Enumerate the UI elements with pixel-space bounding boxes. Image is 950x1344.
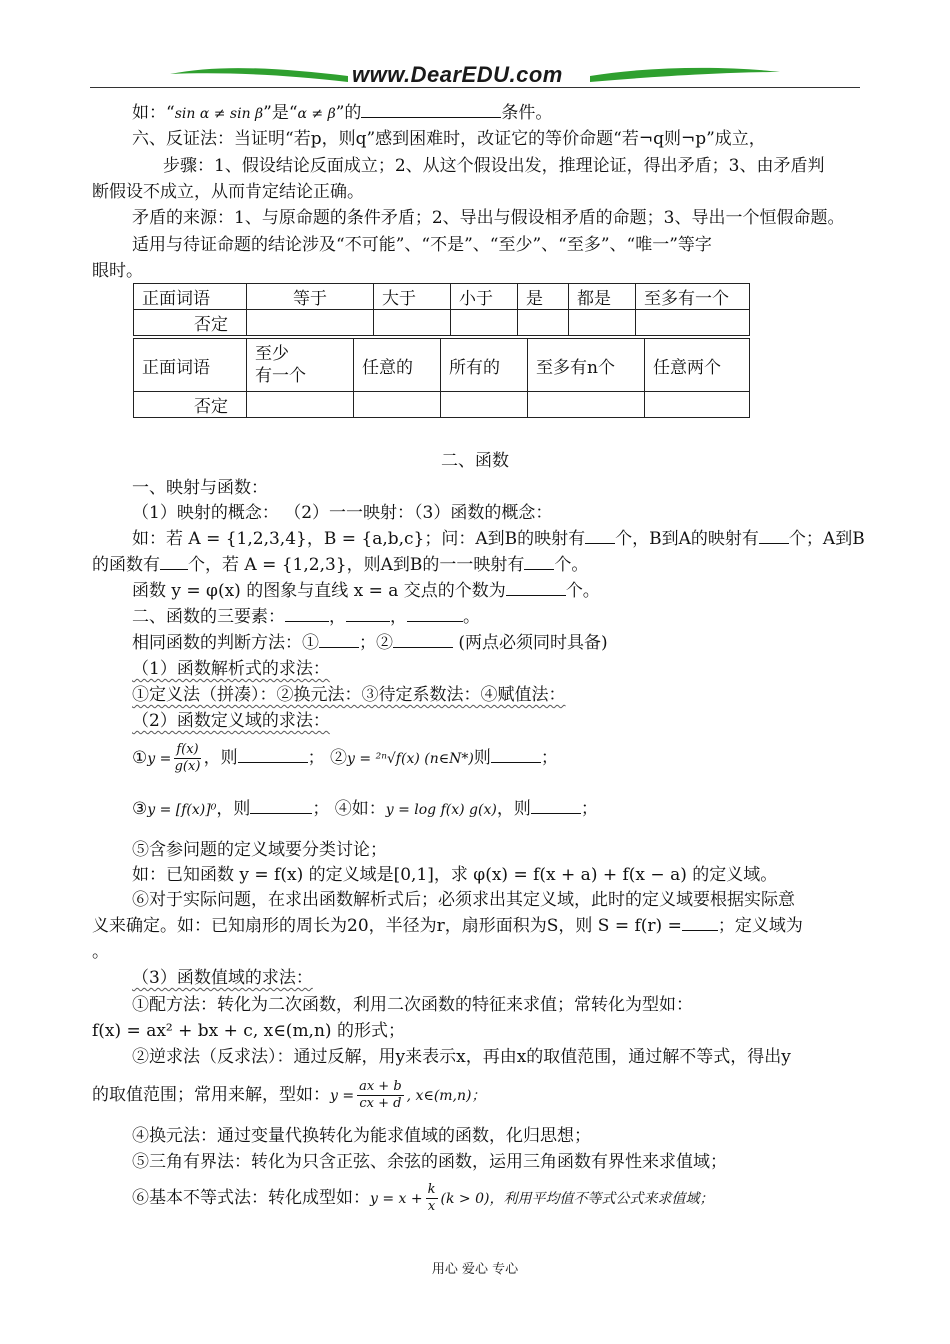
line-inequality-method: ⑥基本不等式法：转化成型如：y = x + $\frac{k}{x}$ (k > 0)，利用平均值不等式公式来求值域； — [132, 1182, 714, 1214]
page-footer: 用心 爱心 专心 — [431, 1262, 519, 1277]
line-analytic-methods: ①定义法（拼凑）：②换元法：③待定系数法：④赋值法： — [132, 685, 566, 705]
line-inverse-method: ②逆求法（反求法）：通过反解，用y来表示x，再由x的取值范围，通过解不等式，得出y — [132, 1047, 791, 1067]
line-range-heading: （3）函数值域的求法： — [132, 968, 313, 988]
page-header — [90, 60, 860, 90]
table-cell — [374, 310, 451, 336]
line-steps-cont: 断假设不成立，从而肯定结论正确。 — [92, 182, 364, 202]
table-row — [134, 284, 750, 310]
table-cell: 是 — [518, 284, 569, 310]
line-analytic-heading: （1）函数解析式的求法： — [132, 659, 330, 679]
table-cell: 正面词语 — [134, 339, 247, 392]
line-applicability: 适用与待证命题的结论涉及“不可能”、“不是”、“至少”、“至多”、“唯一”等字 — [132, 235, 712, 255]
table-cell — [354, 392, 441, 418]
table-cell: 否定 — [134, 392, 247, 418]
line-practical-domain: ⑥对于实际问题，在求出函数解析式后；必须求出其定义域，此时的定义域要根据实际意 — [132, 890, 795, 910]
line-condition-question: 如：“sin α ≠ sin β”是“α ≠ β”的 条件。 — [132, 103, 553, 123]
header-rule — [90, 87, 860, 88]
line-intersection-count: 函数 y = φ(x) 的图象与直线 x = a 交点的个数为 个。 — [132, 581, 600, 601]
line-sector-example: 义来确定。如：已知扇形的周长为20，半径为r，扇形面积为S，则 S = f(r) = ；定义域为 — [92, 916, 803, 936]
table-cell: 小于 — [451, 284, 518, 310]
table-cell — [645, 392, 750, 418]
table-cell: 至少 有一个 — [247, 339, 354, 392]
table-cell — [451, 310, 518, 336]
table-cell: 都是 — [569, 284, 636, 310]
table-cell — [518, 310, 569, 336]
line-mapping-concepts: （1）映射的概念： （2）一一映射：（3）函数的概念： — [132, 503, 553, 523]
line-domain-cases-2: ③y = [f(x)]⁰，则 ； ④如：y = log f(x) g(x)，则 ； — [132, 799, 598, 819]
table-cell: 任意的 — [354, 339, 441, 392]
line-applicability-cont: 眼时。 — [92, 261, 143, 281]
line-mapping-heading: 一、映射与函数： — [132, 478, 268, 498]
table-cell — [247, 392, 354, 418]
table-cell: 等于 — [247, 284, 374, 310]
line-domain-cases-1: ①y = $\frac{f(x)}{g(x)}$ ，则 ； ②y = ²ⁿ√f(x) (n∈N*)则 ； — [132, 742, 558, 774]
line-range-completing-square: ①配方法：转化为二次函数，利用二次函数的特征来求值；常转化为型如： — [132, 995, 693, 1015]
table-cell: 所有的 — [441, 339, 528, 392]
table-cell: 正面词语 — [134, 284, 247, 310]
table-row — [134, 310, 750, 336]
table-cell — [636, 310, 750, 336]
answer-blank — [361, 101, 501, 118]
line-three-elements: 二、函数的三要素： ， ， 。 — [132, 607, 480, 627]
table-cell: 至多有一个 — [636, 284, 750, 310]
line-steps: 步骤：1、假设结论反面成立；2、从这个假设出发，推理论证，得出矛盾；3、由矛盾判 — [163, 156, 825, 176]
line-domain-heading: （2）函数定义域的求法： — [132, 711, 330, 731]
line-mapping-question: 如：若 A = {1,2,3,4}，B = {a,b,c}；问：A到B的映射有 个，B到A的映射有 个；A到B — [132, 529, 865, 549]
table-cell — [247, 310, 374, 336]
line-domain-example: 如：已知函数 y = f(x) 的定义域是[0,1]，求 φ(x) = f(x + a) + f(x − a) 的定义域。 — [132, 865, 778, 885]
section-title: 二、函数 — [441, 451, 509, 471]
line-trig-bounded-method: ⑤三角有界法：转化为只含正弦、余弦的函数，运用三角函数有界性来求值域； — [132, 1152, 727, 1172]
table-row — [134, 392, 750, 418]
table-cell — [528, 392, 645, 418]
line-quadratic-form: f(x) = ax² + bx + c, x∈(m,n) 的形式； — [92, 1021, 405, 1041]
table-cell — [569, 310, 636, 336]
table-cell: 大于 — [374, 284, 451, 310]
line-sector-example-end: 。 — [92, 942, 109, 962]
header-site-name: www.DearEDU.com — [352, 62, 563, 87]
line-same-function: 相同函数的判断方法：① ；② (两点必须同时具备) — [132, 633, 608, 653]
table-cell — [441, 392, 528, 418]
table-cell: 否定 — [134, 310, 247, 336]
negation-table-2 — [133, 338, 750, 418]
negation-table-1 — [133, 283, 750, 336]
table-row — [134, 339, 750, 392]
table-cell: 至多有n个 — [528, 339, 645, 392]
line-mapping-question-cont: 的函数有 个，若 A = {1,2,3}，则A到B的一一映射有 个。 — [92, 555, 589, 575]
line-substitution-method: ④换元法：通过变量代换转化为能求值域的函数，化归思想； — [132, 1126, 591, 1146]
table-cell: 任意两个 — [645, 339, 750, 392]
line-proof-by-contradiction: 六、反证法：当证明“若p，则q”感到困难时，改证它的等价命题“若¬q则¬p”成立， — [132, 129, 766, 149]
line-parametric-domain: ⑤含参问题的定义域要分类讨论； — [132, 840, 387, 860]
line-contradiction-sources: 矛盾的来源：1、与原命题的条件矛盾；2、导出与假设相矛盾的命题；3、导出一个恒假命题。 — [132, 208, 845, 228]
line-inverse-form: 的取值范围；常用来解，型如：y = $\frac{ax + b}{cx + d}$ , x∈(m,n)； — [92, 1079, 486, 1111]
